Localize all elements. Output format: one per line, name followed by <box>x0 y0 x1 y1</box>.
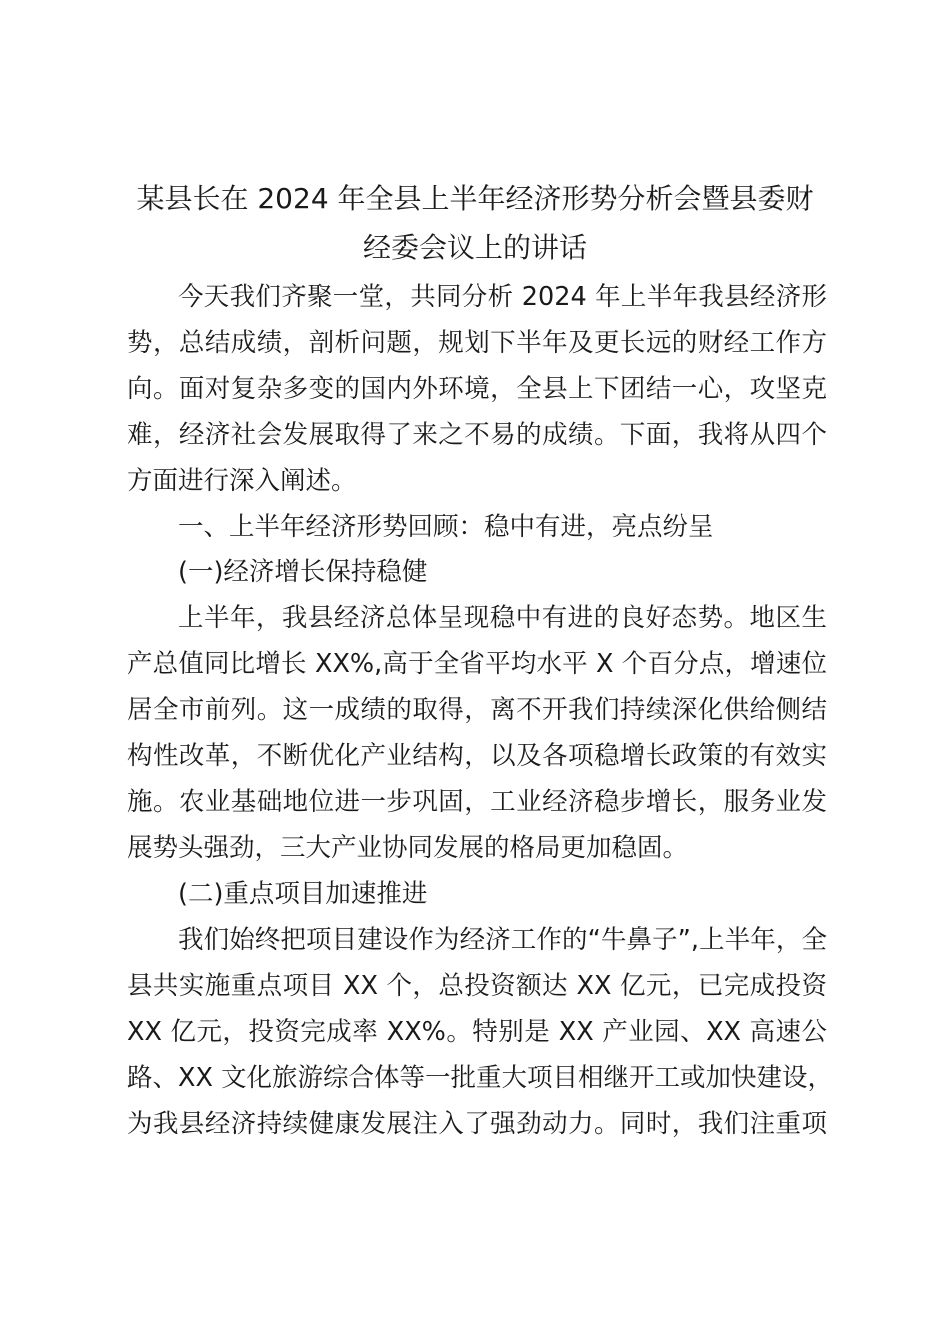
body-line: 上半年，我县经济总体呈现稳中有进的良好态势。地区生 <box>178 603 827 633</box>
body-line: 施。农业基础地位进一步巩固，工业经济稳步增长，服务业发 <box>127 787 827 817</box>
body-line: 产总值同比增长 XX%,高于全省平均水平 X 个百分点，增速位 <box>127 649 827 679</box>
title-line-2: 经委会议上的讲话 <box>362 231 587 264</box>
body-line: 县共实施重点项目 XX 个，总投资额达 XX 亿元，已完成投资 <box>127 971 827 1001</box>
body-line: 向。面对复杂多变的国内外环境，全县上下团结一心，攻坚克 <box>127 374 827 404</box>
body-line: 构性改革，不断优化产业结构，以及各项稳增长政策的有效实 <box>127 741 827 771</box>
title-line-1: 某县长在 2024 年全县上半年经济形势分析会暨县委财 <box>136 182 814 215</box>
subsection-heading: (二)重点项目加速推进 <box>178 879 428 909</box>
body-line: 我们始终把项目建设作为经济工作的“牛鼻子”,上半年，全 <box>178 925 827 955</box>
body-line: 方面进行深入阐述。 <box>127 466 357 496</box>
body-line: 为我县经济持续健康发展注入了强劲动力。同时，我们注重项 <box>127 1109 827 1139</box>
body-line: 今天我们齐聚一堂，共同分析 2024 年上半年我县经济形 <box>178 282 827 312</box>
body-line: 路、XX 文化旅游综合体等一批重大项目相继开工或加快建设， <box>127 1063 834 1093</box>
body-line: 展势头强劲，三大产业协同发展的格局更加稳固。 <box>127 833 689 863</box>
document-title <box>120 174 830 272</box>
subsection-heading: (一)经济增长保持稳健 <box>178 557 428 587</box>
body-line: XX 亿元，投资完成率 XX%。特别是 XX 产业园、XX 高速公 <box>127 1017 827 1047</box>
body-line: 难，经济社会发展取得了来之不易的成绩。下面，我将从四个 <box>127 420 827 450</box>
body-line: 居全市前列。这一成绩的取得，离不开我们持续深化供给侧结 <box>127 695 827 725</box>
body-line: 势，总结成绩，剖析问题，规划下半年及更长远的财经工作方 <box>127 328 827 358</box>
section-heading: 一、上半年经济形势回顾：稳中有进，亮点纷呈 <box>178 512 714 542</box>
